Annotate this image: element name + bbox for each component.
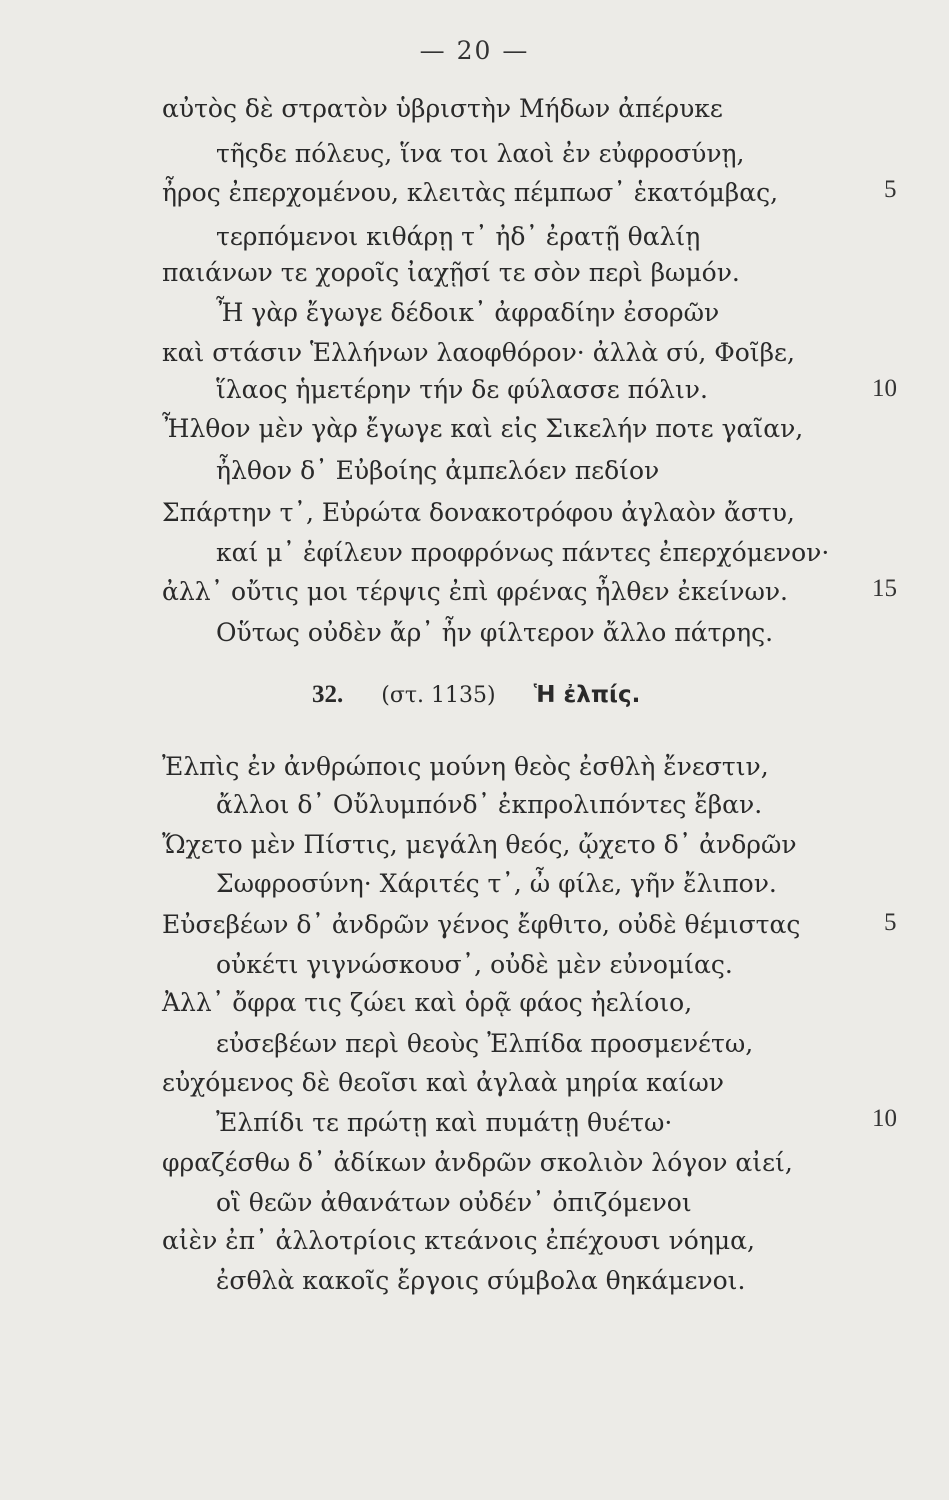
- poem2-line-3: Ὤχετο μὲν Πίστις, μεγάλη θεός, ᾤχετο δ᾿ ἀνδρῶν: [162, 830, 797, 859]
- poem1-line-13: ἀλλ᾿ οὔτις μοι τέρψις ἐπὶ φρένας ἦλθεν ἐκείνων.: [162, 577, 789, 606]
- poem2-line-7: Ἀλλ᾿ ὄφρα τις ζώει καὶ ὁρᾷ φάος ἠελίοιο,: [162, 988, 693, 1017]
- page-number: — 20 —: [419, 36, 530, 65]
- poem2-line-6: οὐκέτι γιγνώσκουσ᾿, οὐδὲ μὲν εὐνομίας.: [216, 950, 733, 979]
- poem2-line-number-10: 10: [872, 1105, 897, 1132]
- poem2-line-2: ἄλλοι δ᾿ Οὔλυμπόνδ᾿ ἐκπρολιπόντες ἔβαν.: [216, 790, 763, 819]
- poem1-line-2: τῆςδε πόλευς, ἵνα τοι λαοὶ ἐν εὐφροσύνῃ,: [216, 139, 745, 168]
- poem1-line-number-10: 10: [872, 375, 897, 402]
- section-number: 32.: [312, 681, 344, 708]
- poem2-line-13: αἰὲν ἐπ᾿ ἀλλοτρίοις κτεάνοις ἐπέχουσι νόημα,: [162, 1226, 755, 1255]
- poem1-line-number-5: 5: [884, 176, 897, 203]
- poem2-line-9: εὐχόμενος δὲ θεοῖσι καὶ ἀγλαὰ μηρία καίων: [162, 1068, 724, 1097]
- poem2-line-12: οἳ θεῶν ἀθανάτων οὐδέν᾿ ὀπιζόμενοι: [216, 1188, 692, 1217]
- poem1-line-7: καὶ στάσιν Ἑλλήνων λαοφθόρον· ἀλλὰ σύ, Φοῖβε,: [162, 338, 795, 367]
- poem2-line-1: Ἐλπὶς ἐν ἀνθρώποις μούνη θεὸς ἐσθλὴ ἔνεστιν,: [162, 752, 769, 781]
- section-heading: [312, 679, 640, 711]
- poem1-line-8: ἵλαος ἡμετέρην τήν δε φύλασσε πόλιν.: [216, 375, 708, 404]
- poem2-line-8: εὐσεβέων περὶ θεοὺς Ἐλπίδα προσμενέτω,: [216, 1029, 754, 1058]
- poem1-line-6: Ἦ γὰρ ἔγωγε δέδοικ᾿ ἀφραδίην ἐσορῶν: [216, 298, 720, 327]
- poem2-line-10: Ἐλπίδι τε πρώτῃ καὶ πυμάτῃ θυέτω·: [216, 1108, 673, 1137]
- poem1-line-9: Ἦλθον μὲν γὰρ ἔγωγε καὶ εἰς Σικελήν ποτε γαῖαν,: [162, 414, 804, 443]
- poem1-line-10: ἦλθον δ᾿ Εὐβοίης ἀμπελόεν πεδίον: [216, 456, 660, 485]
- poem2-line-number-5: 5: [884, 909, 897, 936]
- section-reference: (στ. 1135): [381, 683, 496, 708]
- poem2-line-11: φραζέσθω δ᾿ ἀδίκων ἀνδρῶν σκολιὸν λόγον αἰεί,: [162, 1148, 793, 1177]
- poem2-line-14: ἐσθλὰ κακοῖς ἔργοις σύμβολα θηκάμενοι.: [216, 1266, 746, 1295]
- section-title: Ἡ ἐλπίς.: [533, 682, 641, 708]
- poem1-line-12: καί μ᾿ ἐφίλευν προφρόνως πάντες ἐπερχόμενον·: [216, 538, 830, 567]
- poem1-line-3: ἦρος ἐπερχομένου, κλειτὰς πέμπωσ᾿ ἑκατόμβας,: [162, 178, 779, 207]
- poem1-line-1: αὐτὸς δὲ στρατὸν ὑβριστὴν Μήδων ἀπέρυκε: [162, 94, 723, 123]
- poem2-line-4: Σωφροσύνη· Χάριτές τ᾿, ὦ φίλε, γῆν ἔλιπον.: [216, 869, 777, 898]
- poem1-line-14: Οὕτως οὐδὲν ἄρ᾿ ἦν φίλτερον ἄλλο πάτρης.: [216, 618, 774, 647]
- poem2-line-5: Εὐσεβέων δ᾿ ἀνδρῶν γένος ἔφθιτο, οὐδὲ θέμιστας: [162, 910, 801, 939]
- poem1-line-number-15: 15: [872, 575, 897, 602]
- poem1-line-11: Σπάρτην τ᾿, Εὐρώτα δονακοτρόφου ἀγλαὸν ἄστυ,: [162, 498, 795, 527]
- poem1-line-5: παιάνων τε χοροῖς ἰαχῇσί τε σὸν περὶ βωμόν.: [162, 258, 740, 287]
- poem1-line-4: τερπόμενοι κιθάρῃ τ᾿ ἠδ᾿ ἐρατῇ θαλίῃ: [216, 222, 701, 251]
